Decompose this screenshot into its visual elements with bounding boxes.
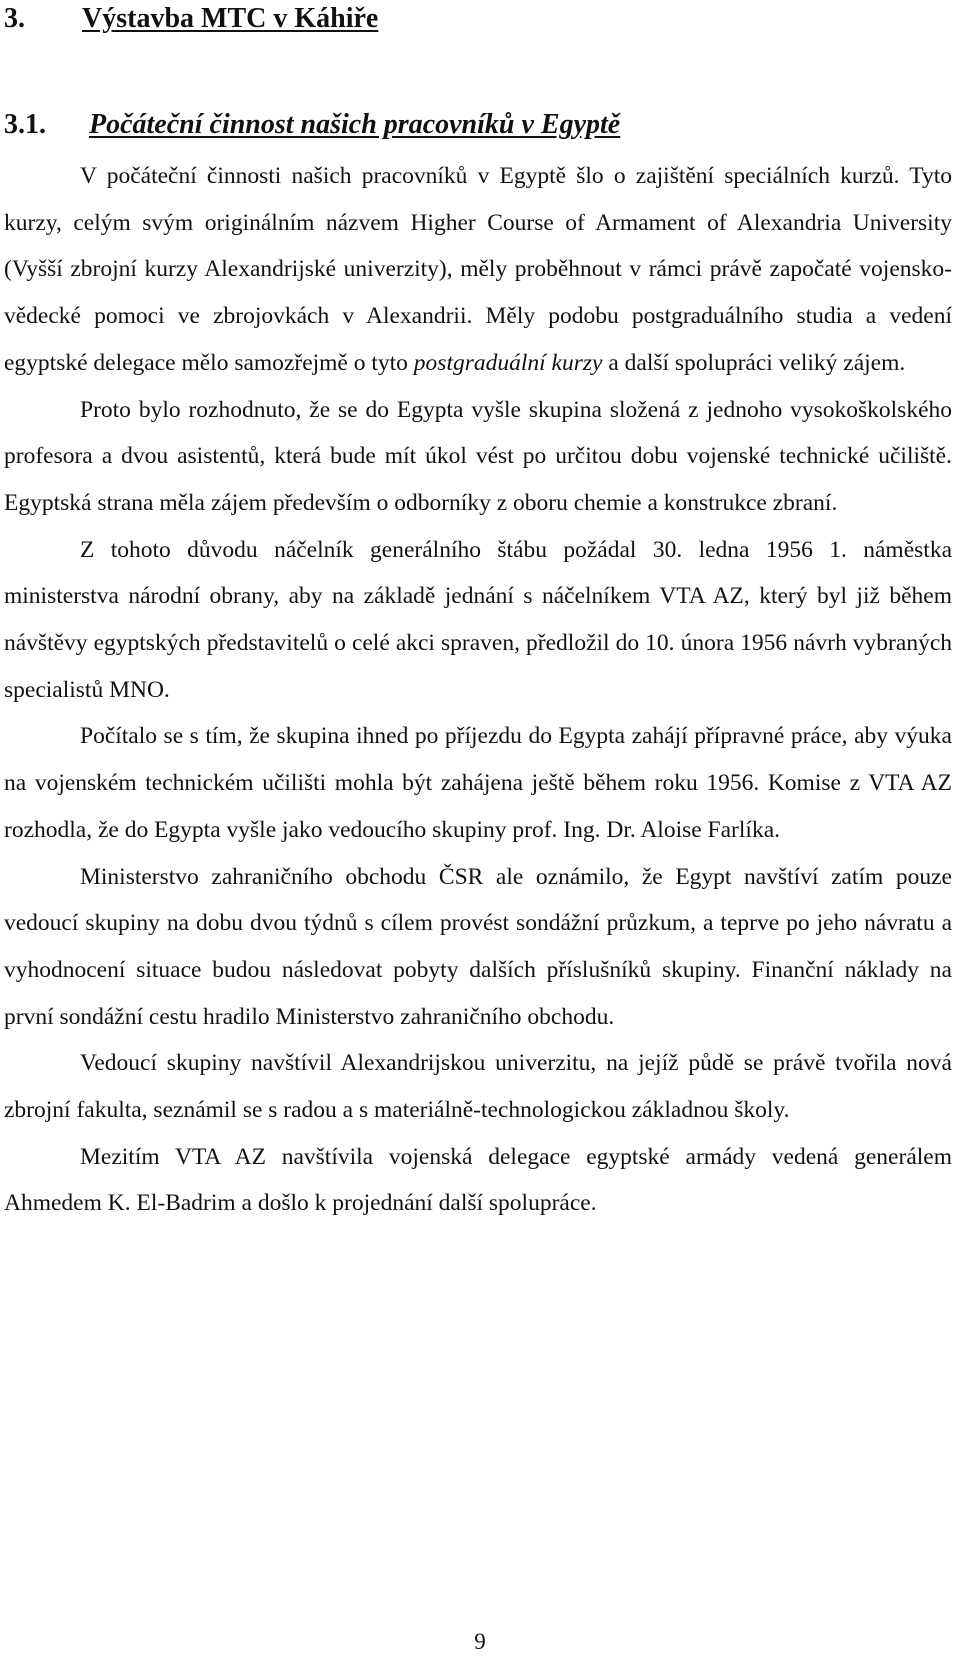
body-text — [4, 153, 952, 1227]
chapter-heading — [4, 2, 378, 36]
paragraph-7: Mezitím VTA AZ navštívila vojenská delegace egyptské armády vedená generálem Ahmedem K. El-Badrim a došlo k projednání další spolupráce. — [4, 1143, 952, 1217]
paragraph-1 — [4, 153, 952, 387]
page-number: 9 — [474, 1629, 486, 1654]
paragraph-6: Vedoucí skupiny navštívil Alexandrijskou univerzitu, na jejíž půdě se právě tvořila nová zbrojní fakulta, seznámil se s radou a s materiálně-technologickou základnou školy. — [4, 1050, 952, 1124]
paragraph-1-text-after: a další spolupráci veliký zájem. — [602, 349, 906, 376]
chapter-number: 3. — [4, 3, 25, 34]
paragraph-1-text: V počáteční činnosti našich pracovníků v Egyptě šlo o zajištění speciálních kurzů. Tyto kurzy, celým svým originálním názvem Higher Course of Armament of Alexandria University (Vyšší zbrojní kurzy Alexandrijské univerzity), měly proběhnout v rámci právě započaté vojensko-vědecké pomoci ve zbrojovkách v Alexandrii. Měly podobu postgraduálního studia a vedení egyptské delegace mělo samozřejmě o tyto — [4, 163, 952, 376]
paragraph-1-italic: postgraduální kurzy — [413, 349, 603, 376]
section-title: Počáteční činnost našich pracovníků v Egyptě — [89, 109, 621, 140]
paragraph-4: Počítalo se s tím, že skupina ihned po příjezdu do Egypta zahájí přípravné práce, aby výuka na vojenském technickém učilišti mohla být zahájena ještě během roku 1956. Komise z VTA AZ rozhodla, že do Egypta vyšle jako vedoucího skupiny prof. Ing. Dr. Aloise Farlíka. — [4, 723, 952, 843]
paragraph-2: Proto bylo rozhodnuto, že se do Egypta vyšle skupina složená z jednoho vysokoškolského profesora a dvou asistentů, která bude mít úkol vést po určitou dobu vojenské technické učiliště. Egyptská strana měla zájem především o odborníky z oboru chemie a konstrukce zbraní. — [4, 396, 952, 516]
paragraph-3: Z tohoto důvodu náčelník generálního štábu požádal 30. ledna 1956 1. náměstka ministerstva národní obrany, aby na základě jednání s náčelníkem VTA AZ, který byl již během návštěvy egyptských představitelů o celé akci spraven, předložil do 10. února 1956 návrh vybraných specialistů MNO. — [4, 536, 952, 703]
section-number: 3.1. — [4, 109, 46, 140]
section-heading — [4, 108, 620, 142]
chapter-title: Výstavba MTC v Káhiře — [82, 3, 379, 34]
paragraph-5: Ministerstvo zahraničního obchodu ČSR ale oznámilo, že Egypt navštíví zatím pouze vedoucí skupiny na dobu dvou týdnů s cílem provést sondážní průzkum, a teprve po jeho návratu a vyhodnocení situace budou následovat pobyty dalších příslušníků skupiny. Finanční náklady na první sondážní cestu hradilo Ministerstvo zahraničního obchodu. — [4, 863, 952, 1030]
